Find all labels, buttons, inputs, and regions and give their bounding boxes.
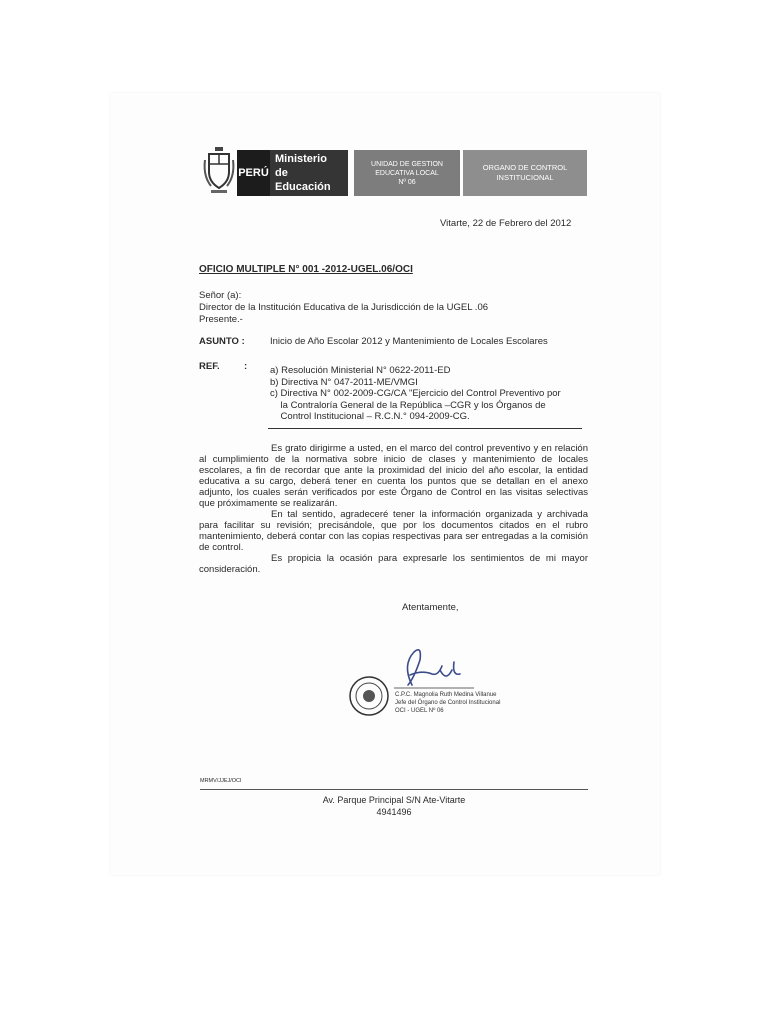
peru-coat-of-arms-icon: [203, 146, 235, 198]
document-title: OFICIO MULTIPLE N° 001 -2012-UGEL.06/OCI: [199, 264, 413, 275]
ref-item-c-line1: c) Directiva N° 002-2009-CG/CA "Ejercicio del Control Preventivo por: [270, 388, 561, 399]
header-peru-box: [237, 150, 270, 196]
letter-body: [199, 443, 588, 575]
closing-text: Atentamente,: [402, 602, 459, 613]
body-paragraph-3: Es propicia la ocasión para expresarle los sentimientos de mi mayor consideración.: [199, 553, 588, 575]
asunto-label: ASUNTO :: [199, 336, 245, 347]
footer-address: Av. Parque Principal S/N Ate-Vitarte: [322, 795, 466, 805]
addressee-line3: Presente.-: [199, 314, 243, 325]
ref-colon: :: [244, 361, 248, 372]
ref-item-b: b) Directiva N° 047-2011-ME/VMGI: [270, 376, 418, 388]
addressee-line1: Señor (a):: [199, 290, 242, 301]
official-seal-icon: [350, 677, 388, 715]
header-ugel-box: [354, 150, 460, 196]
ref-item-c-line3: Control Institucional – R.C.N.° 094-2009-CG.: [270, 411, 470, 422]
header-ministerio-box: [270, 150, 348, 196]
ref-label: REF.: [199, 361, 220, 372]
body-paragraph-1: Es grato dirigirme a usted, en el marco del control preventivo y en relación al cumplimiento de la normativa sobre inicio de clases y mantenimiento de locales escolares, a fin de recordar que ante la proximidad del inicio del año escolar, la entidad educativa a su cargo, deberá tener en cuenta los puntos que se detallan en el anexo adjunto, los cuales serán verificados por este Órgano de Control en las visitas selectivas que próximamente se realizarán.: [199, 443, 588, 509]
ref-divider: [268, 428, 582, 429]
header-oci-line2: INSTITUCIONAL: [496, 173, 554, 182]
footer-phone: 4941496: [376, 807, 412, 817]
asunto-text: Inicio de Año Escolar 2012 y Mantenimiento de Locales Escolares: [270, 336, 548, 347]
reference-initials: MRMV/JJEJ/OCI: [200, 778, 242, 784]
header-ugel-line2: EDUCATIVA LOCAL: [375, 169, 439, 177]
signature-role: Jefe del Órgano de Control Institucional: [395, 700, 501, 706]
ref-list: [270, 365, 561, 423]
ref-item-c-line2: la Contraloría General de la República –CGR y los Órganos de: [270, 399, 546, 411]
header-peru-text: PERÚ: [238, 167, 269, 179]
footer: [200, 794, 588, 818]
header-ministerio-line1: Ministerio: [275, 153, 327, 165]
signature-block: [395, 691, 500, 715]
header-ugel-line1: UNIDAD DE GESTION: [371, 160, 443, 168]
header-oci-box: [463, 150, 587, 196]
signature-name: C.P.C. Magnolia Ruth Medina Villanue: [395, 692, 497, 698]
date-line: Vitarte, 22 de Febrero del 2012: [440, 218, 572, 229]
header-oci-line1: ORGANO DE CONTROL: [482, 163, 568, 172]
footer-divider: [200, 789, 588, 790]
header-ministerio-line2: de Educación: [275, 167, 331, 193]
signature-unit: OCI - UGEL Nº 06: [395, 708, 444, 714]
header-ugel-line3: Nº 06: [398, 178, 416, 186]
addressee-line2: Director de la Institución Educativa de la Jurisdicción de la UGEL .06: [199, 302, 489, 313]
ref-item-a: a) Resolución Ministerial N° 0622-2011-ED: [270, 365, 451, 376]
body-paragraph-2: En tal sentido, agradeceré tener la información organizada y archivada para facilitar su revisión; precisándole, que por los documentos citados en el rubro mantenimiento, deberá contar con las copias respectivas para ser entregadas a la comisión de control.: [199, 509, 588, 553]
